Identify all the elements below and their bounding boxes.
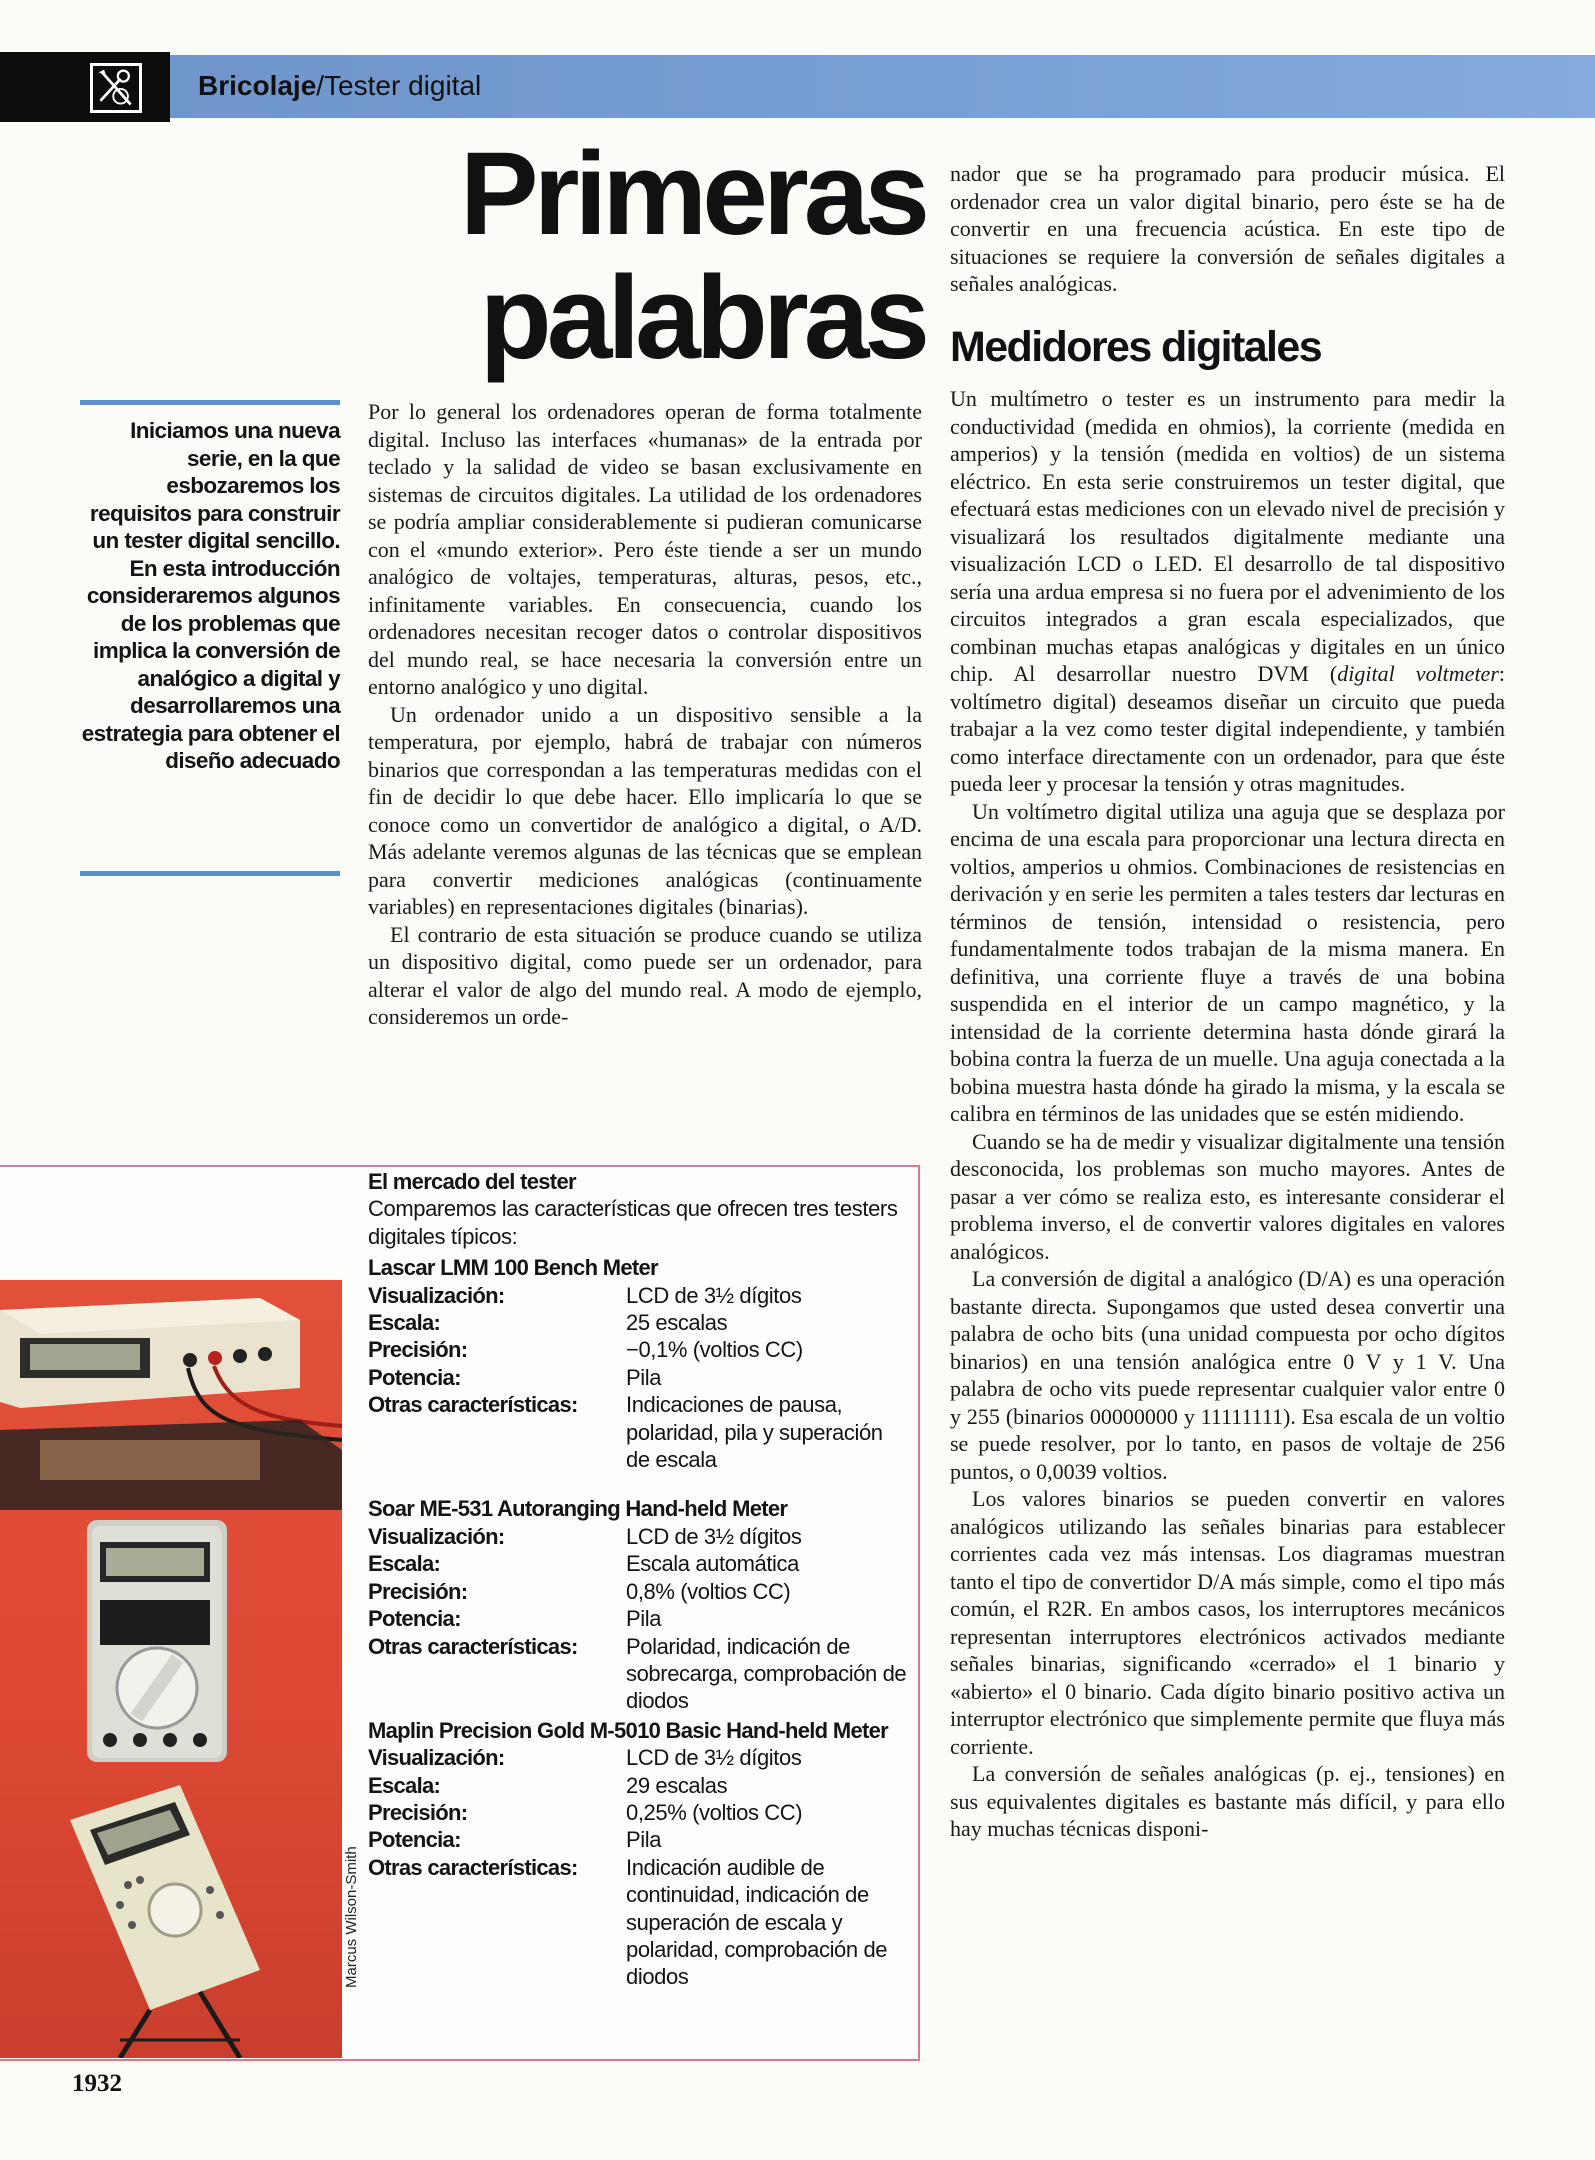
spec-label: Precisión: <box>368 1799 468 1825</box>
photo-credit: Marcus Wilson-Smith <box>343 1846 360 1988</box>
spec-row <box>368 1799 908 1826</box>
spec-value: Indicaciones de pausa, polaridad, pila y superación de escala <box>626 1392 883 1473</box>
spec-row <box>368 1633 908 1715</box>
paragraph-text: Un multímetro o tester es un instrumento para medir la conductividad (medida en ohmios), la corriente (medida en amperios) y la tensión (medida en voltios) de un sistema eléctrico. En esta serie construiremos un tester digital, que efectuará estas mediciones con un elevado nivel de precisión y visualizará los resultados digitalmente mediante una visualización LCD o LED. El desarrollo de tal dispositivo sería una ardua empresa si no fuera por el advenimiento de los circuitos integrados a gran escala especializados, que combinan muchas etapas analógicas y digitales en un único chip. Al desarrollar nuestro DVM ( <box>950 386 1505 686</box>
spec-value: Escala automática <box>626 1551 799 1577</box>
spec-row <box>368 1605 908 1632</box>
paragraph-text: : voltímetro digital) deseamos diseñar un circuito que pueda trabajar a la vez como tester digital independiente, y también como interface directamente con un ordenador, para que éste pueda leer y procesar la tensión y otras magnitudes. <box>950 661 1506 796</box>
body-column-1 <box>368 398 922 1031</box>
spec-label: Precisión: <box>368 1578 468 1604</box>
spec-label: Escala: <box>368 1551 441 1577</box>
title-line-1: Primeras <box>459 128 925 260</box>
spec-row <box>368 1336 908 1363</box>
spec-row <box>368 1578 908 1605</box>
spec-value: Pila <box>626 1827 662 1853</box>
spec-label: Potencia: <box>368 1364 461 1390</box>
paragraph: Los valores binarios se pueden convertir en valores analógicos utilizando las señales binarias para establecer corrientes cada vez más intensas. Los diagramas muestran tanto el tipo de convertidor D/A más simple, como el tipo más común, el R2R. En ambos casos, los interruptores mecánicos representan interruptores electrónicos activados mediante señales binarias, significando «cerrado» el 1 binario y «abierto» el 0 binario. Cada dígito binario positivo activa un interruptor electrónico que simplemente permite que fluya más corriente. <box>950 1486 1505 1759</box>
bench-meter-image <box>0 1298 342 1510</box>
intro-top-rule <box>80 400 340 405</box>
spec-value: Polaridad, indicación de sobrecarga, comprobación de diodos <box>626 1633 907 1714</box>
meter-name: Maplin Precision Gold M-5010 Basic Hand-held Meter <box>368 1717 889 1743</box>
paragraph: Un voltímetro digital utiliza una aguja que se desplaza por encima de una escala para proporcionar una lectura directa en voltios, amperios u ohmios. Combinaciones de resistencias en derivación y en serie les permiten a tales testers dar lecturas en términos de tensión, intensidad o resistencia, pero fundamentalmente todos trabajan de la misma manera. En definitiva, una corriente fluye a través de una bobina suspendida en el interior de un campo magnético, y la intensidad de la corriente determina hasta dónde girará la bobina contra la fuerza de un muelle. Una aguja conectada a la bobina muestra hasta dónde ha girado la misma, y la escala se calibra en términos de las unidades que se estén midiendo. <box>950 798 1505 1126</box>
spec-value: 29 escalas <box>626 1772 728 1798</box>
soar-meter-image <box>87 1520 227 1762</box>
tester-box-text <box>368 1168 908 1991</box>
meter-block <box>368 1254 908 1473</box>
spec-row <box>368 1309 908 1336</box>
spec-label: Escala: <box>368 1772 441 1798</box>
paragraph: La conversión de señales analógicas (p. ej., tensiones) en sus equivalentes digitales es bastante más difícil, y para ello hay muchas técnicas disponi- <box>950 1761 1505 1841</box>
paragraph <box>950 385 1505 798</box>
spec-value: 25 escalas <box>626 1310 728 1336</box>
spec-value: Indicación audible de continuidad, indicación de superación de escala y polaridad, comprobación de diodos <box>626 1854 888 1990</box>
spec-value: Pila <box>626 1606 662 1632</box>
header-logo-box <box>0 52 170 122</box>
box-intro: Comparemos las características que ofrecen tres testers digitales típicos: <box>368 1196 898 1249</box>
subsection-name: /Tester digital <box>316 70 482 101</box>
paragraph: Un ordenador unido a un dispositivo sensible a la temperatura, por ejemplo, habrá de trabajar con números binarios que correspondan a las temperaturas medidas con el fin de decidir lo que debe hacer. Ello implicaría lo que se conoce como un convertidor de analógico a digital, o A/D. Más adelante veremos algunas de las técnicas que se emplean para convertir mediciones analógicas (continuamente variables) en representaciones digitales (binarias). <box>368 701 922 919</box>
spec-row <box>368 1282 908 1309</box>
spec-row <box>368 1364 908 1391</box>
spec-label: Otras características: <box>368 1854 578 1880</box>
meter-name: Lascar LMM 100 Bench Meter <box>368 1255 658 1281</box>
maplin-meter-image <box>70 1785 260 2058</box>
spec-label: Visualización: <box>368 1523 505 1549</box>
paragraph: La conversión de digital a analógico (D/A) es una operación bastante directa. Supongamos que usted desea convertir una palabra de ocho bits (una unidad compuesta por ocho dígitos binarios) en una tensión analógica entre 0 V y 1 V. Una palabra de ocho vits puede representar cualquier valor entre 0 y 255 (binarios 00000000 y 11111111). Esa escala de un voltio se puede resolver, por lo tanto, en pasos de voltaje de 256 puntos, o 0,0039 voltios. <box>950 1266 1505 1484</box>
intro-standfirst: Iniciamos una nueva serie, en la que esbozaremos los requisitos para construir un tester digital sencillo. En esta introducción consideraremos algunos de los problemas que implica la conversión de analógico a digital y desarrollaremos una estrategia para obtener el diseño adecuado <box>81 418 340 773</box>
multimeters-photo <box>0 1280 342 2058</box>
spec-label: Visualización: <box>368 1282 505 1308</box>
spec-label: Visualización: <box>368 1745 505 1771</box>
paragraph: Por lo general los ordenadores operan de forma totalmente digital. Incluso las interfaces «humanas» de la entrada por teclado y la salidad de video se basan exclusivamente en sistemas de circuitos digitales. La utilidad de los ordenadores se podría ampliar considerablemente si pudieran comunicarse con el «mundo exterior». Pero éste tiende a ser un mundo analógico de voltajes, temperaturas, alturas, pesos, etc., infinitamente variables. En consecuencia, cuando los ordenadores necesitan recoger datos o controlar dispositivos del mundo real, se hace necesaria la conversión entre un entorno analógico y uno digital. <box>368 399 922 699</box>
hand-tools-icon <box>90 63 142 113</box>
spec-row <box>368 1744 908 1771</box>
spec-value: 0,25% (voltios CC) <box>626 1799 803 1825</box>
paragraph: El contrario de esta situación se produce cuando se utiliza un dispositivo digital, como puede ser un ordenador, para alterar el valor de algo del mundo real. A modo de ejemplo, consideremos un orde- <box>368 921 922 1029</box>
spec-value: LCD de 3½ dígitos <box>626 1282 802 1308</box>
spec-row <box>368 1523 908 1550</box>
spec-row <box>368 1854 908 1991</box>
box-heading: El mercado del tester <box>368 1169 576 1194</box>
spec-label: Escala: <box>368 1310 441 1336</box>
section-name: Bricolaje <box>198 70 317 101</box>
spec-label: Potencia: <box>368 1606 461 1632</box>
body-column-2-top <box>950 160 1505 298</box>
paragraph-continuation: nador que se ha programado para producir música. El ordenador crea un valor digital binario, pero éste se ha de convertir en una frecuencia acústica. En este tipo de situaciones se requiere la conversión de señales digitales a señales analógicas. <box>950 161 1505 296</box>
intro-bottom-rule <box>80 871 340 876</box>
spec-value: Pila <box>626 1364 662 1390</box>
spec-value: 0,8% (voltios CC) <box>626 1578 791 1604</box>
meter-block <box>368 1495 908 1714</box>
italic-term: digital voltmeter <box>1337 661 1499 686</box>
paragraph: Cuando se ha de medir y visualizar digitalmente una tensión desconocida, los problemas son mucho mayores. Antes de pasar a ver cómo se realiza esto, es interesante considerar el problema inverso, el de convertir valores digitales en valores analógicos. <box>950 1128 1505 1264</box>
spec-row <box>368 1772 908 1799</box>
subheading: Medidores digitales <box>950 323 1322 371</box>
spec-label: Potencia: <box>368 1827 461 1853</box>
title-line-2: palabras <box>479 252 925 384</box>
spec-label: Precisión: <box>368 1337 468 1363</box>
spec-value: −0,1% (voltios CC) <box>626 1337 803 1363</box>
spec-row <box>368 1550 908 1577</box>
spec-label: Otras características: <box>368 1392 578 1418</box>
meter-name: Soar ME-531 Autoranging Hand-held Meter <box>368 1496 788 1522</box>
spec-row <box>368 1391 908 1473</box>
page-number: 1932 <box>72 2070 122 2097</box>
spec-row <box>368 1826 908 1853</box>
meter-block <box>368 1717 908 1991</box>
spec-value: LCD de 3½ dígitos <box>626 1745 802 1771</box>
spec-label: Otras características: <box>368 1633 578 1659</box>
spec-value: LCD de 3½ dígitos <box>626 1523 802 1549</box>
section-label <box>198 66 481 106</box>
article-title <box>420 128 925 384</box>
body-column-2 <box>950 385 1505 1843</box>
